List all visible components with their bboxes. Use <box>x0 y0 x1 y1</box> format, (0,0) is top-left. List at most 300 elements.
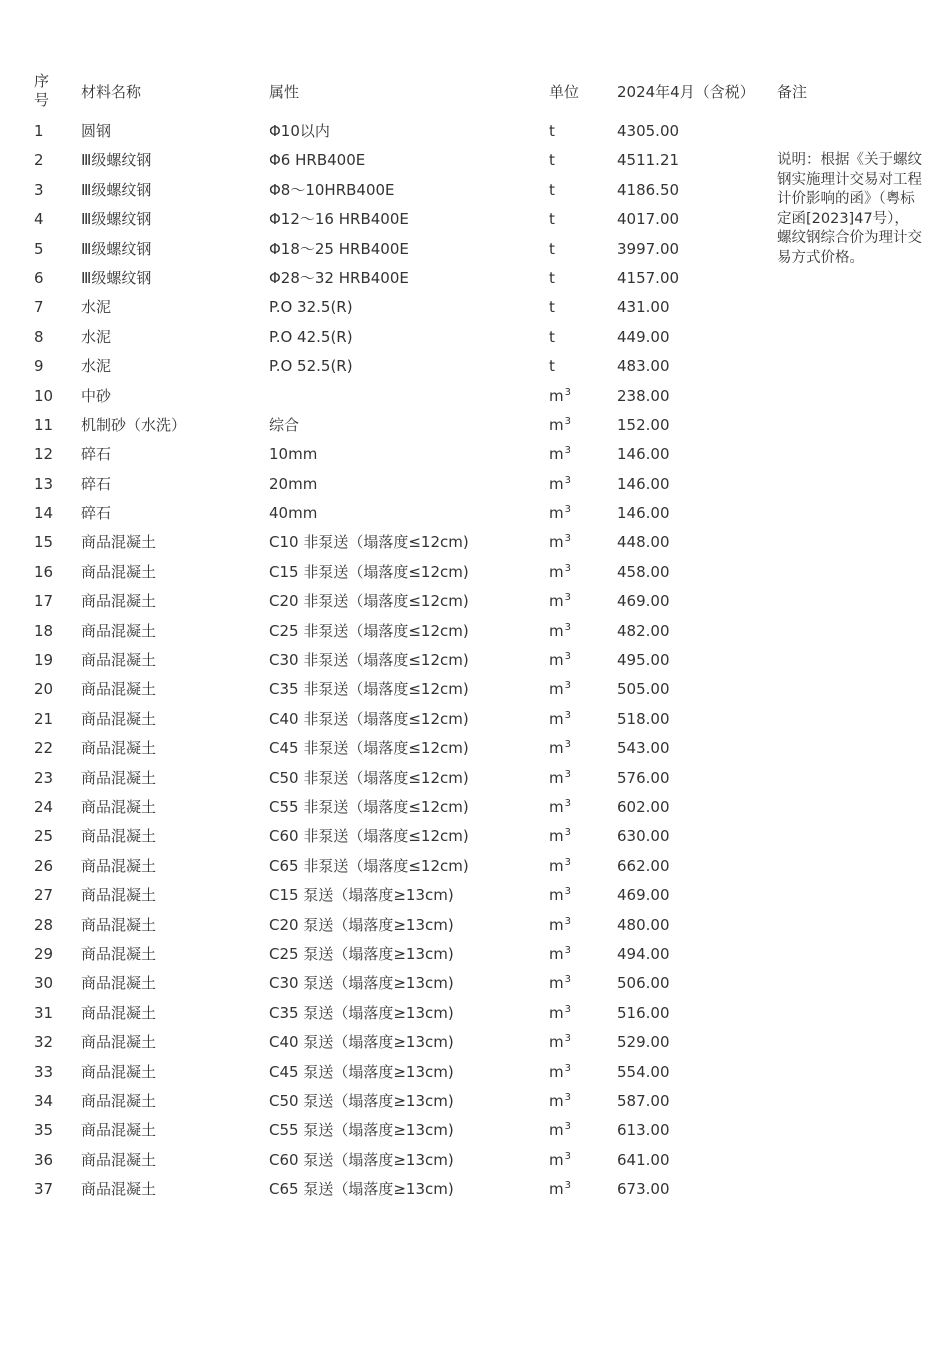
cell-material-name <box>81 209 151 229</box>
cell-unit <box>549 1150 571 1173</box>
cell-serial-number-text: 20 <box>34 680 54 699</box>
table-row <box>0 1058 760 1087</box>
cell-price <box>617 679 670 699</box>
unit-superscript: 3 <box>564 680 571 692</box>
cell-unit <box>549 1003 571 1026</box>
cell-material-name-text: 商品混凝土 <box>81 856 157 875</box>
cell-unit <box>549 150 555 170</box>
cell-price <box>617 1003 670 1023</box>
unit-superscript: 3 <box>564 562 571 574</box>
cell-unit-text: m <box>549 445 564 464</box>
cell-attribute <box>269 973 454 993</box>
cell-price <box>617 944 670 964</box>
cell-attribute-text: C25 泵送（塌落度≥13cm) <box>269 944 454 963</box>
cell-serial-number <box>34 768 53 788</box>
cell-price-text: 146.00 <box>617 504 670 523</box>
cell-material-name-text: 商品混凝土 <box>81 562 157 581</box>
cell-price-text: 4017.00 <box>617 210 680 229</box>
cell-price-text: 4305.00 <box>617 122 680 140</box>
cell-serial-number <box>34 1150 53 1170</box>
cell-attribute-text: Φ8～10HRB400E <box>269 180 395 199</box>
cell-price <box>617 297 670 317</box>
cell-unit-text: m <box>549 739 564 758</box>
cell-serial-number-text: 8 <box>34 327 44 346</box>
table-row <box>0 440 760 469</box>
cell-serial-number-text: 37 <box>34 1180 54 1199</box>
cell-material-name-text: Ⅲ级螺纹钢 <box>81 151 152 170</box>
cell-serial-number <box>34 650 53 670</box>
cell-serial-number <box>34 209 44 229</box>
cell-material-name <box>81 562 156 582</box>
cell-attribute <box>269 562 469 582</box>
cell-material-name-text: 商品混凝土 <box>81 739 157 758</box>
cell-price <box>617 973 670 993</box>
cell-price <box>617 797 670 817</box>
cell-attribute-text: C35 泵送（塌落度≥13cm) <box>269 1003 454 1022</box>
table-row <box>0 1146 760 1175</box>
unit-superscript: 3 <box>564 1033 571 1045</box>
cell-material-name-text: 商品混凝土 <box>81 1180 157 1199</box>
cell-unit <box>549 856 571 879</box>
cell-unit-text: t <box>549 298 555 317</box>
cell-attribute <box>269 1120 454 1140</box>
cell-attribute <box>269 679 469 699</box>
header-material-name: 材料名称 <box>81 83 142 101</box>
cell-unit-text: m <box>549 1180 564 1199</box>
cell-unit-text: m <box>549 1121 564 1140</box>
cell-unit-text: m <box>549 386 564 405</box>
cell-material-name-text: 商品混凝土 <box>81 944 157 963</box>
cell-attribute-text: C55 泵送（塌落度≥13cm) <box>269 1121 454 1140</box>
cell-serial-number-text: 34 <box>34 1091 54 1110</box>
cell-price <box>617 356 670 376</box>
cell-unit <box>549 327 555 347</box>
cell-material-name <box>81 1062 156 1082</box>
cell-attribute <box>269 150 365 170</box>
cell-price <box>617 444 670 464</box>
cell-serial-number <box>34 239 44 259</box>
cell-material-name <box>81 180 151 200</box>
cell-price <box>617 826 670 846</box>
cell-attribute <box>269 591 469 611</box>
cell-material-name-text: 碎石 <box>81 504 112 523</box>
cell-unit-text: m <box>549 592 564 611</box>
cell-unit-text: m <box>549 797 564 816</box>
cell-attribute <box>269 239 409 259</box>
cell-serial-number <box>34 503 53 523</box>
cell-unit-text: m <box>549 415 564 434</box>
cell-price <box>617 1062 670 1082</box>
cell-price <box>617 915 670 935</box>
cell-serial-number-text: 10 <box>34 386 54 405</box>
table-header <box>0 72 950 114</box>
cell-unit-text: t <box>549 180 555 199</box>
header-remarks: 备注 <box>777 83 808 101</box>
cell-serial-number <box>34 973 53 993</box>
cell-serial-number <box>34 915 53 935</box>
cell-serial-number-text: 15 <box>34 533 54 552</box>
cell-unit <box>549 944 571 967</box>
cell-price <box>617 709 670 729</box>
cell-material-name <box>81 532 156 552</box>
cell-unit-text: m <box>549 709 564 728</box>
cell-serial-number <box>34 297 44 317</box>
cell-material-name-text: 商品混凝土 <box>81 1062 157 1081</box>
cell-unit-text: m <box>549 1150 564 1169</box>
cell-serial-number-text: 26 <box>34 856 54 875</box>
cell-price-text: 602.00 <box>617 797 670 816</box>
cell-material-name <box>81 444 111 464</box>
cell-unit <box>549 356 555 376</box>
cell-material-name <box>81 503 111 523</box>
table-row <box>0 323 760 352</box>
cell-attribute-text: C25 非泵送（塌落度≤12cm) <box>269 621 469 640</box>
cell-material-name-text: 商品混凝土 <box>81 1121 157 1140</box>
cell-serial-number <box>34 944 53 964</box>
unit-superscript: 3 <box>564 1121 571 1133</box>
cell-serial-number-text: 33 <box>34 1062 54 1081</box>
cell-serial-number <box>34 1032 53 1052</box>
unit-superscript: 3 <box>564 739 571 751</box>
cell-unit-text: t <box>549 327 555 346</box>
cell-price-text: 4186.50 <box>617 180 680 199</box>
cell-serial-number <box>34 1062 53 1082</box>
cell-material-name-text: 商品混凝土 <box>81 915 157 934</box>
header-serial-number: 序号 <box>34 72 50 109</box>
cell-material-name <box>81 826 156 846</box>
cell-serial-number-text: 35 <box>34 1121 54 1140</box>
cell-material-name <box>81 1003 156 1023</box>
cell-attribute-text: C10 非泵送（塌落度≤12cm) <box>269 533 469 552</box>
cell-price <box>617 209 679 229</box>
cell-price <box>617 1150 670 1170</box>
cell-material-name <box>81 1150 156 1170</box>
cell-price-text: 613.00 <box>617 1121 670 1140</box>
cell-attribute-text: C15 泵送（塌落度≥13cm) <box>269 886 454 905</box>
cell-price-text: 505.00 <box>617 680 670 699</box>
cell-unit <box>549 297 555 317</box>
cell-serial-number-text: 25 <box>34 827 54 846</box>
cell-serial-number-text: 27 <box>34 886 54 905</box>
cell-attribute-text: Φ10以内 <box>269 122 330 140</box>
cell-serial-number <box>34 415 53 435</box>
cell-price-text: 146.00 <box>617 474 670 493</box>
cell-material-name-text: Ⅲ级螺纹钢 <box>81 210 152 229</box>
cell-attribute <box>269 650 469 670</box>
cell-attribute <box>269 268 409 288</box>
cell-serial-number-text: 17 <box>34 592 54 611</box>
table-row <box>0 587 760 616</box>
cell-unit <box>549 1062 571 1085</box>
table-row <box>0 940 760 969</box>
cell-attribute-text: C30 泵送（塌落度≥13cm) <box>269 974 454 993</box>
cell-unit-text: t <box>549 357 555 376</box>
cell-material-name <box>81 1091 156 1111</box>
cell-material-name-text: 商品混凝土 <box>81 886 157 905</box>
cell-unit-text: m <box>549 504 564 523</box>
cell-serial-number-text: 13 <box>34 474 54 493</box>
cell-price-text: 480.00 <box>617 915 670 934</box>
cell-serial-number <box>34 797 53 817</box>
cell-attribute-text: Φ18～25 HRB400E <box>269 239 409 258</box>
cell-price <box>617 327 670 347</box>
cell-price-text: 518.00 <box>617 709 670 728</box>
cell-material-name <box>81 621 156 641</box>
cell-serial-number-text: 19 <box>34 651 54 670</box>
cell-material-name-text: 商品混凝土 <box>81 592 157 611</box>
cell-material-name <box>81 591 156 611</box>
cell-material-name-text: 水泥 <box>81 327 112 346</box>
table-row <box>0 969 760 998</box>
unit-superscript: 3 <box>564 974 571 986</box>
cell-attribute-text: 20mm <box>269 474 318 493</box>
cell-material-name-text: 商品混凝土 <box>81 1091 157 1110</box>
cell-material-name <box>81 738 156 758</box>
cell-material-name <box>81 386 111 406</box>
cell-attribute <box>269 1150 454 1170</box>
cell-unit <box>549 621 571 644</box>
cell-material-name-text: 碎石 <box>81 445 112 464</box>
table-row <box>0 617 760 646</box>
cell-serial-number <box>34 885 53 905</box>
unit-superscript: 3 <box>564 856 571 868</box>
unit-superscript: 3 <box>564 504 571 516</box>
unit-superscript: 3 <box>564 474 571 486</box>
cell-price <box>617 532 670 552</box>
cell-material-name-text: 商品混凝土 <box>81 533 157 552</box>
cell-unit <box>549 885 571 908</box>
cell-unit-text: m <box>549 1003 564 1022</box>
cell-serial-number <box>34 444 53 464</box>
unit-superscript: 3 <box>564 915 571 927</box>
table-row <box>0 558 760 587</box>
cell-material-name <box>81 915 156 935</box>
table-row <box>0 352 760 381</box>
cell-material-name <box>81 356 111 376</box>
cell-attribute <box>269 297 353 317</box>
cell-price <box>617 239 679 259</box>
table-row <box>0 734 760 763</box>
cell-unit-text: m <box>549 474 564 493</box>
cell-price <box>617 180 679 200</box>
cell-serial-number <box>34 1091 53 1111</box>
cell-serial-number <box>34 327 44 347</box>
cell-price <box>617 150 679 170</box>
cell-material-name <box>81 973 156 993</box>
cell-material-name-text: 商品混凝土 <box>81 1150 157 1169</box>
cell-serial-number-text: 21 <box>34 709 54 728</box>
cell-unit <box>549 474 571 497</box>
cell-attribute <box>269 532 469 552</box>
cell-unit-text: m <box>549 621 564 640</box>
cell-attribute <box>269 1003 454 1023</box>
cell-material-name-text: 水泥 <box>81 298 112 317</box>
cell-price <box>617 650 670 670</box>
cell-attribute <box>269 327 353 347</box>
cell-attribute <box>269 885 454 905</box>
cell-price <box>617 503 670 523</box>
cell-attribute <box>269 121 330 141</box>
cell-attribute <box>269 915 454 935</box>
cell-material-name-text: 圆钢 <box>81 122 112 140</box>
cell-unit-text: m <box>549 562 564 581</box>
cell-price-text: 3997.00 <box>617 239 680 258</box>
cell-price-text: 4157.00 <box>617 268 680 287</box>
cell-unit <box>549 209 555 229</box>
cell-material-name <box>81 856 156 876</box>
cell-material-name <box>81 709 156 729</box>
cell-price <box>617 1032 670 1052</box>
cell-unit <box>549 239 555 259</box>
cell-price-text: 448.00 <box>617 533 670 552</box>
cell-attribute <box>269 768 469 788</box>
cell-unit-text: m <box>549 827 564 846</box>
cell-attribute-text: 40mm <box>269 504 318 523</box>
table-row <box>0 1116 760 1145</box>
cell-price-text: 576.00 <box>617 768 670 787</box>
cell-price <box>617 415 670 435</box>
cell-unit-text: m <box>549 651 564 670</box>
cell-material-name-text: Ⅲ级螺纹钢 <box>81 180 152 199</box>
table-body <box>0 117 760 1204</box>
table-row <box>0 293 760 322</box>
unit-superscript: 3 <box>564 1091 571 1103</box>
table-row <box>0 793 760 822</box>
cell-serial-number <box>34 180 44 200</box>
cell-attribute-text: C35 非泵送（塌落度≤12cm) <box>269 680 469 699</box>
cell-serial-number-text: 14 <box>34 504 54 523</box>
cell-serial-number-text: 28 <box>34 915 54 934</box>
cell-serial-number <box>34 532 53 552</box>
cell-unit <box>549 268 555 288</box>
cell-price-text: 238.00 <box>617 386 670 405</box>
cell-unit <box>549 562 571 585</box>
cell-unit <box>549 738 571 761</box>
cell-serial-number-text: 29 <box>34 944 54 963</box>
cell-price <box>617 1091 670 1111</box>
cell-attribute-text: C40 泵送（塌落度≥13cm) <box>269 1033 454 1052</box>
cell-price-text: 469.00 <box>617 592 670 611</box>
cell-unit <box>549 121 555 141</box>
table-row <box>0 675 760 704</box>
cell-price <box>617 885 670 905</box>
cell-unit <box>549 650 571 673</box>
table-row <box>0 852 760 881</box>
cell-serial-number-text: 6 <box>34 268 44 287</box>
cell-material-name <box>81 679 156 699</box>
cell-attribute <box>269 356 353 376</box>
cell-unit-text: m <box>549 533 564 552</box>
cell-material-name-text: 中砂 <box>81 386 112 405</box>
cell-material-name <box>81 474 111 494</box>
cell-attribute-text: C45 非泵送（塌落度≤12cm) <box>269 739 469 758</box>
cell-material-name <box>81 944 156 964</box>
cell-unit-text: t <box>549 122 555 140</box>
cell-price <box>617 386 670 406</box>
cell-material-name-text: Ⅲ级螺纹钢 <box>81 268 152 287</box>
cell-attribute <box>269 1091 454 1111</box>
cell-price <box>617 856 670 876</box>
cell-price-text: 495.00 <box>617 651 670 670</box>
table-row <box>0 382 760 411</box>
cell-unit <box>549 679 571 702</box>
cell-unit <box>549 415 571 438</box>
cell-price <box>617 268 679 288</box>
cell-attribute <box>269 444 317 464</box>
cell-unit <box>549 915 571 938</box>
cell-attribute-text: P.O 32.5(R) <box>269 298 353 317</box>
cell-price-text: 146.00 <box>617 445 670 464</box>
cell-material-name <box>81 1179 156 1199</box>
cell-price-text: 431.00 <box>617 298 670 317</box>
cell-attribute-text: C60 非泵送（塌落度≤12cm) <box>269 827 469 846</box>
cell-price <box>617 1179 670 1199</box>
cell-price <box>617 768 670 788</box>
cell-price <box>617 1120 670 1140</box>
unit-superscript: 3 <box>564 533 571 545</box>
cell-price-text: 449.00 <box>617 327 670 346</box>
cell-serial-number <box>34 591 53 611</box>
unit-superscript: 3 <box>564 709 571 721</box>
cell-material-name <box>81 150 151 170</box>
cell-unit-text: m <box>549 944 564 963</box>
cell-unit <box>549 826 571 849</box>
unit-superscript: 3 <box>564 886 571 898</box>
cell-serial-number-text: 1 <box>34 122 44 140</box>
cell-attribute <box>269 503 317 523</box>
cell-attribute-text: C50 非泵送（塌落度≤12cm) <box>269 768 469 787</box>
table-row <box>0 999 760 1028</box>
cell-unit-text: t <box>549 268 555 287</box>
table-row <box>0 264 760 293</box>
cell-attribute-text: C20 非泵送（塌落度≤12cm) <box>269 592 469 611</box>
cell-attribute <box>269 474 317 494</box>
cell-material-name <box>81 415 186 435</box>
table-row <box>0 1028 760 1057</box>
cell-material-name-text: 水泥 <box>81 357 112 376</box>
cell-serial-number-text: 30 <box>34 974 54 993</box>
cell-unit-text: m <box>549 1062 564 1081</box>
cell-attribute-text: 10mm <box>269 445 318 464</box>
cell-material-name-text: 商品混凝土 <box>81 1003 157 1022</box>
cell-unit <box>549 709 571 732</box>
cell-unit-text: t <box>549 210 555 229</box>
cell-attribute <box>269 738 469 758</box>
cell-material-name-text: 碎石 <box>81 474 112 493</box>
table-row <box>0 411 760 440</box>
cell-price-text: 469.00 <box>617 886 670 905</box>
header-unit: 单位 <box>549 83 580 101</box>
cell-price-text: 662.00 <box>617 856 670 875</box>
cell-serial-number <box>34 856 53 876</box>
cell-serial-number <box>34 679 53 699</box>
cell-unit <box>549 591 571 614</box>
cell-serial-number <box>34 121 44 141</box>
cell-unit <box>549 532 571 555</box>
cell-material-name-text: 商品混凝土 <box>81 974 157 993</box>
unit-superscript: 3 <box>564 621 571 633</box>
cell-serial-number-text: 9 <box>34 357 44 376</box>
cell-serial-number-text: 24 <box>34 797 54 816</box>
cell-unit-text: m <box>549 886 564 905</box>
cell-material-name <box>81 650 156 670</box>
unit-superscript: 3 <box>564 1003 571 1015</box>
cell-price-text: 483.00 <box>617 357 670 376</box>
cell-price-text: 4511.21 <box>617 151 680 170</box>
cell-material-name-text: 商品混凝土 <box>81 1033 157 1052</box>
cell-price <box>617 738 670 758</box>
header-attribute: 属性 <box>269 83 300 101</box>
